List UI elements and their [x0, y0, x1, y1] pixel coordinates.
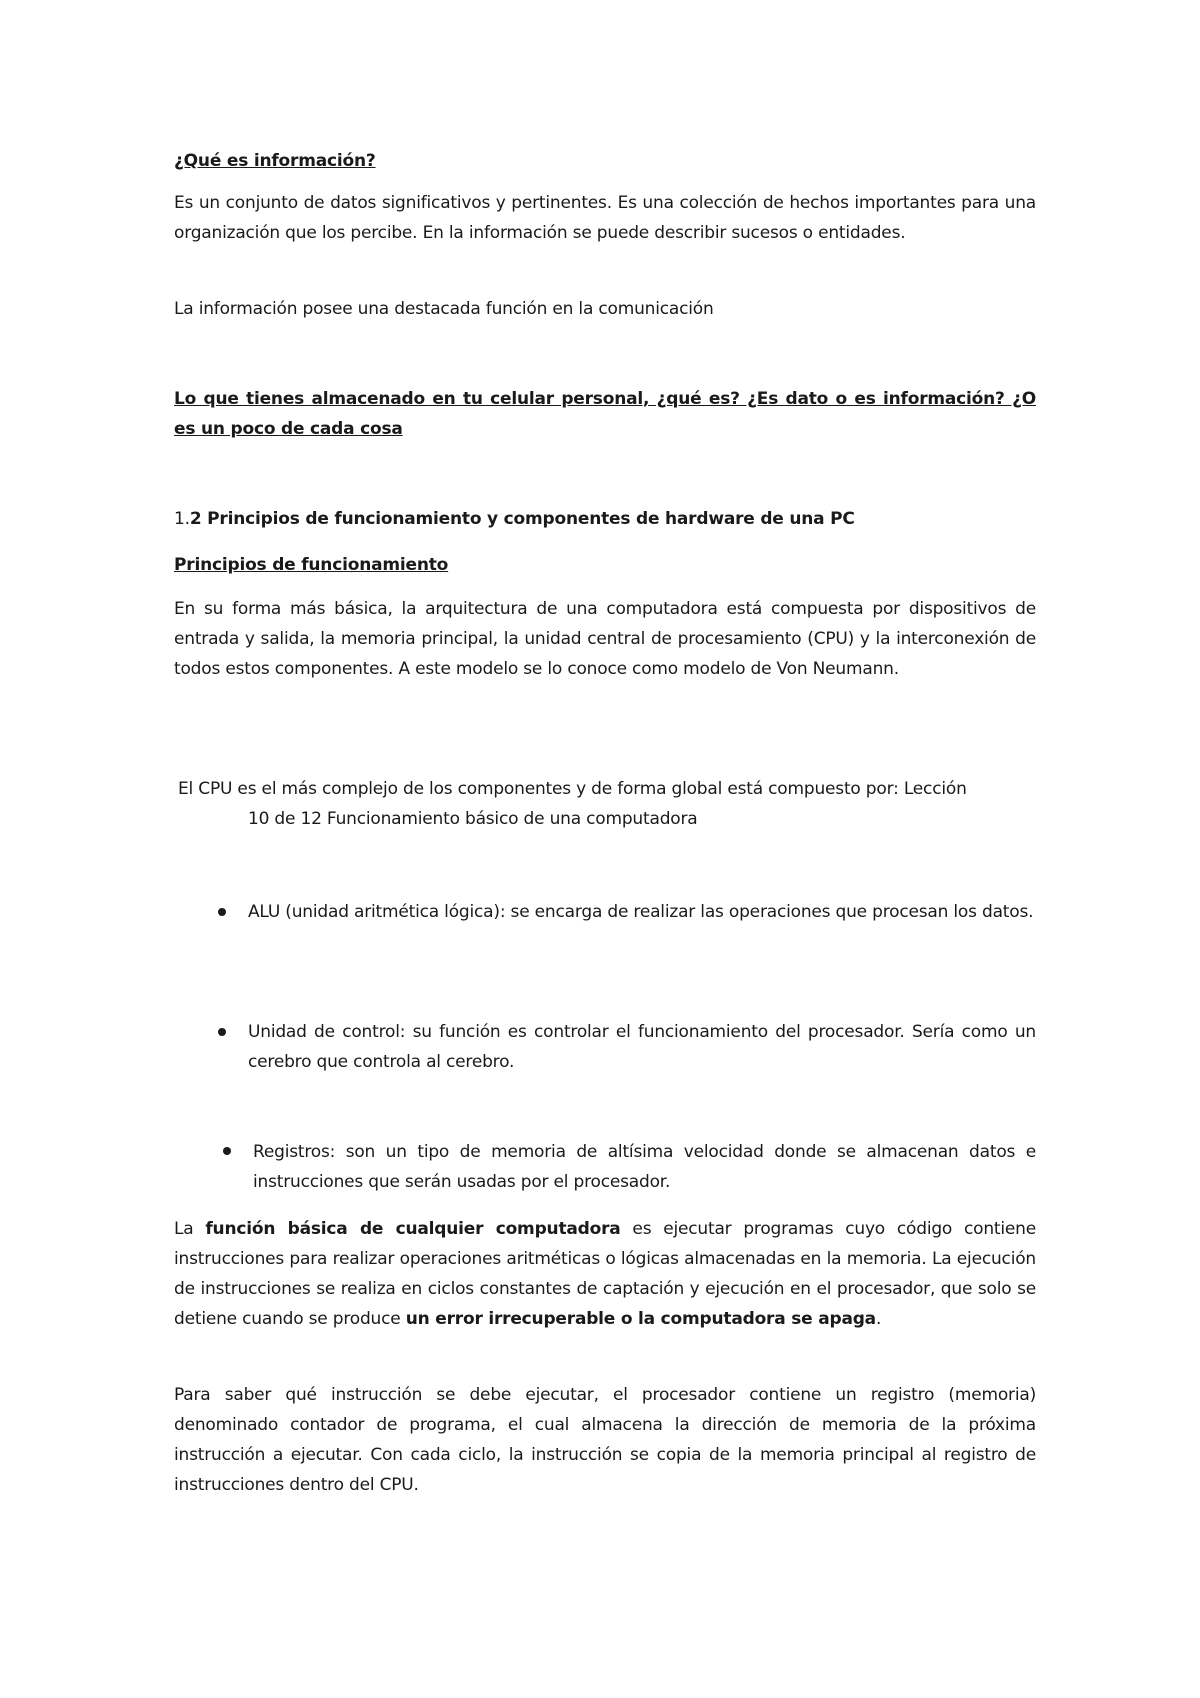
- paragraph-cpu-line-1: El CPU es el más complejo de los componentes y de forma global está compuesto por: Lección: [178, 779, 967, 799]
- bullet-dot-icon: [218, 1028, 226, 1036]
- section-number: 1.: [174, 509, 190, 529]
- bullet-dot-icon: [218, 908, 226, 916]
- list-item: [174, 1137, 1036, 1197]
- question-heading-celular: Lo que tienes almacenado en tu celular personal, ¿qué es? ¿Es dato o es información? ¿O es un poco de cada cosa: [174, 389, 1036, 439]
- paragraph-informacion-comunicacion: La información posee una destacada función en la comunicación: [174, 299, 714, 319]
- list-item: [174, 1017, 1036, 1077]
- paragraph-cpu-line-2: 10 de 12 Funcionamiento básico de una computadora: [248, 809, 698, 829]
- list-item: [174, 897, 1036, 957]
- funcion-bold-2: un error irrecuperable o la computadora se apaga: [405, 1309, 876, 1329]
- bullet-dot-icon: [223, 1147, 231, 1155]
- section-heading: [174, 504, 1036, 534]
- paragraph-arquitectura: En su forma más básica, la arquitectura de una computadora está compuesta por dispositivos de entrada y salida, la memoria principal, la unidad central de procesamiento (CPU) y la interconexión de todos estos componentes. A este modelo se lo conoce como modelo de Von Neumann.: [174, 599, 1036, 679]
- list-item-text: ALU (unidad aritmética lógica): se encarga de realizar las operaciones que procesan los datos.: [248, 902, 1034, 922]
- paragraph-informacion-definicion: Es un conjunto de datos significativos y pertinentes. Es una colección de hechos importantes para una organización que los percibe. En la información se puede describir sucesos o entidades.: [174, 193, 1036, 243]
- paragraph-contador-programa: Para saber qué instrucción se debe ejecutar, el procesador contiene un registro (memoria) denominado contador de programa, el cual almacena la dirección de memoria de la próxima instrucción a ejecutar. Con cada ciclo, la instrucción se copia de la memoria principal al registro de instrucciones dentro del CPU.: [174, 1385, 1036, 1495]
- list-item-text: Registros: son un tipo de memoria de altísima velocidad donde se almacenan datos e instrucciones que serán usadas por el procesador.: [253, 1142, 1036, 1192]
- funcion-text-2: es ejecutar programas cuyo código contiene instrucciones para realizar operaciones aritméticas o lógicas almacenadas en la memoria. La ejecución de instrucciones se realiza en ciclos constantes de captación y ejecución en el procesador, que solo se detiene cuando se produce: [174, 1219, 1037, 1329]
- subheading-principios: Principios de funcionamiento: [174, 555, 449, 575]
- funcion-text-1: La: [174, 1219, 206, 1239]
- funcion-bold-1: función básica de cualquier computadora: [205, 1219, 621, 1239]
- funcion-text-3: .: [875, 1309, 882, 1329]
- section-title: 2 Principios de funcionamiento y componentes de hardware de una PC: [189, 509, 855, 529]
- question-heading-informacion: ¿Qué es información?: [174, 151, 376, 171]
- list-item-text: Unidad de control: su función es controlar el funcionamiento del procesador. Sería como un cerebro que controla al cerebro.: [248, 1022, 1036, 1072]
- paragraph-funcion-basica: [174, 1214, 1036, 1334]
